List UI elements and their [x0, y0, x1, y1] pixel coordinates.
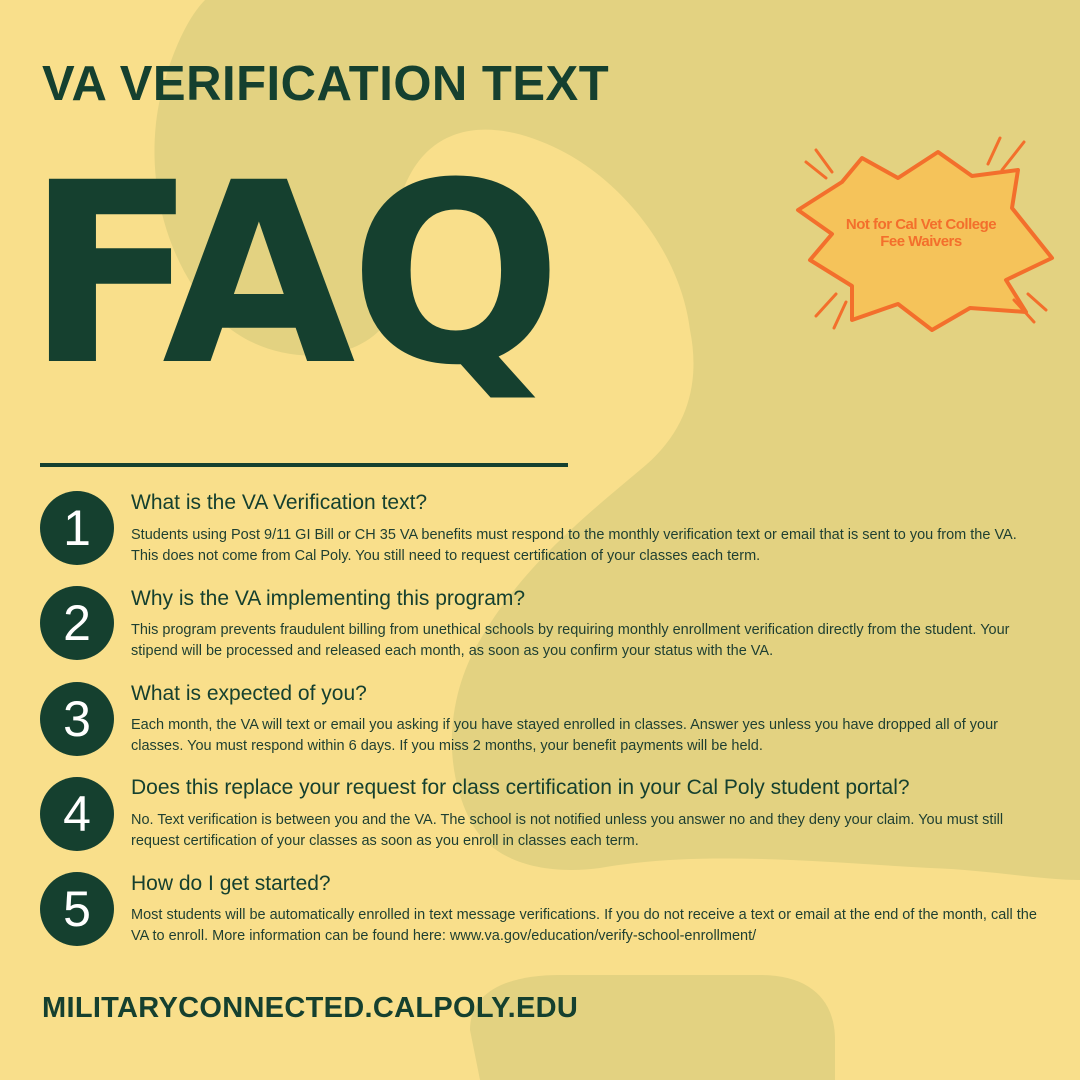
number-badge: 4 — [40, 777, 114, 851]
number-badge: 5 — [40, 872, 114, 946]
faq-answer: Each month, the VA will text or email you asking if you have stayed enrolled in classes. Answer yes unless you have dropped all of your classes. You must respond within 6 days. If you miss 2 months, your benefit payments will be held. — [131, 717, 998, 754]
faq-question: How do I get started? — [131, 872, 331, 895]
faq-answer: No. Text verification is between you and the VA. The school is not notified unless you answer no and they deny your claim. You must still request certification of your classes as soon as you enroll in classes each term. — [131, 812, 1004, 849]
number-badge: 2 — [40, 586, 114, 660]
section-divider — [40, 463, 568, 467]
faq-question: What is the VA Verification text? — [131, 491, 428, 514]
badge-text: Not for Cal Vet College Fee Waivers — [845, 216, 997, 250]
number-badge: 1 — [40, 491, 114, 565]
faq-answer: This program prevents fraudulent billing from unethical schools by requiring monthly enrollment verification directly from the student. Your stipend will be processed and released each month, as soon as you confirm your status with the VA. — [131, 622, 1010, 659]
page-title: VA VERIFICATION TEXT — [42, 57, 610, 111]
faq-answer: Students using Post 9/11 GI Bill or CH 35 VA benefits must respond to the monthly verification text or email that is sent to you from the VA. This does not come from Cal Poly. You still need to request certification of your classes each term. — [131, 527, 1017, 564]
number-badge: 3 — [40, 682, 114, 756]
website-url: MILITARYCONNECTED.CALPOLY.EDU — [42, 992, 579, 1024]
faq-question: Why is the VA implementing this program? — [131, 587, 526, 610]
faq-question: What is expected of you? — [131, 682, 367, 705]
faq-question: Does this replace your request for class certification in your Cal Poly student portal? — [131, 776, 910, 799]
faq-answer: Most students will be automatically enrolled in text message verifications. If you do not receive a text or email at the end of the month, call the VA to enroll. More information can be found here: www.va.gov/education/verify-school-enrollment/ — [131, 907, 1037, 944]
faq-hero-text: FAQ — [26, 129, 557, 420]
